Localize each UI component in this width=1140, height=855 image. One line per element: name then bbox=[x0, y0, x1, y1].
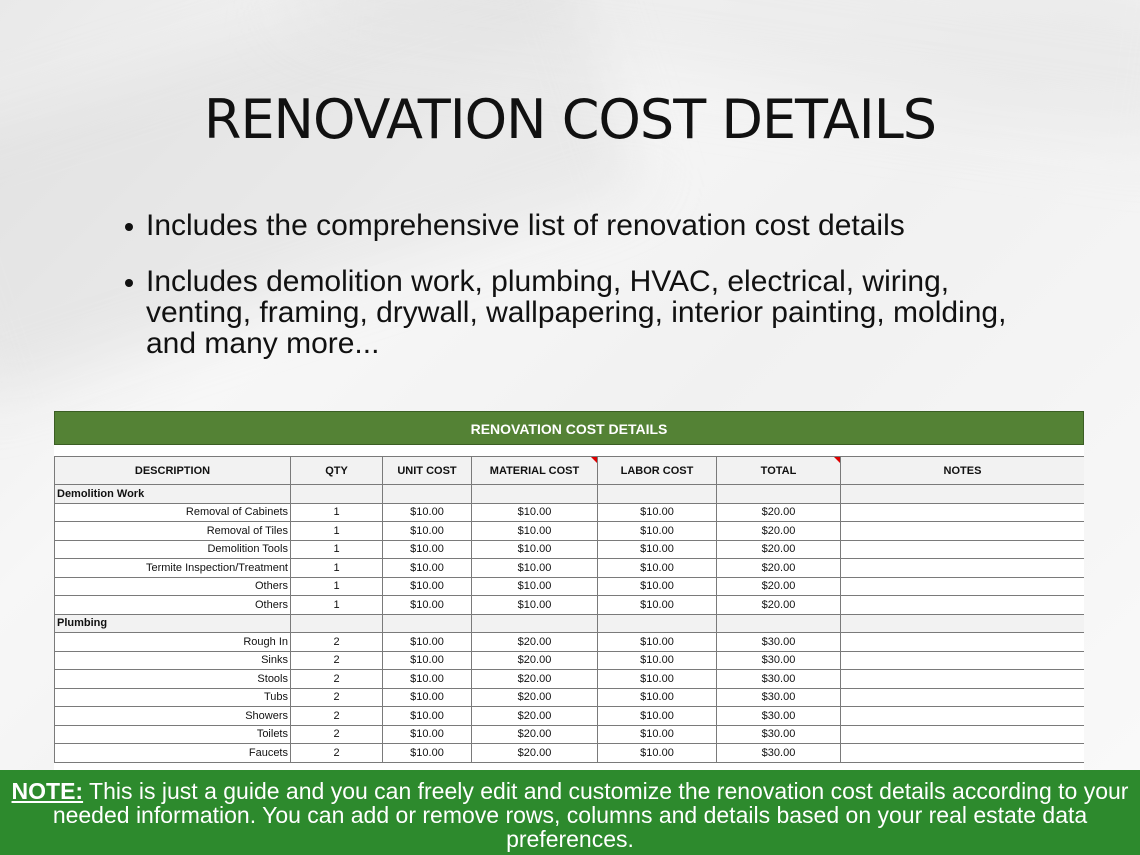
spreadsheet-preview bbox=[54, 411, 1084, 771]
table-cell[interactable] bbox=[841, 485, 1085, 504]
cost-table bbox=[54, 456, 1084, 763]
table-cell[interactable]: $10.00 bbox=[472, 559, 598, 578]
table-cell[interactable]: $10.00 bbox=[598, 522, 717, 541]
table-cell[interactable]: $10.00 bbox=[598, 577, 717, 596]
table-cell[interactable]: Removal of Tiles bbox=[55, 522, 291, 541]
table-cell[interactable]: $10.00 bbox=[598, 707, 717, 726]
table-cell[interactable]: $30.00 bbox=[717, 651, 841, 670]
table-cell[interactable]: $10.00 bbox=[598, 688, 717, 707]
table-cell[interactable]: 2 bbox=[291, 651, 383, 670]
table-cell[interactable]: Others bbox=[55, 596, 291, 615]
table-cell[interactable] bbox=[717, 485, 841, 504]
table-cell[interactable]: $20.00 bbox=[472, 633, 598, 652]
table-cell[interactable]: Others bbox=[55, 577, 291, 596]
note-banner bbox=[0, 770, 1140, 855]
table-cell[interactable]: $20.00 bbox=[472, 725, 598, 744]
table-row bbox=[55, 633, 1085, 652]
table-cell[interactable]: Sinks bbox=[55, 651, 291, 670]
table-cell[interactable]: $10.00 bbox=[383, 725, 472, 744]
column-header: TOTAL bbox=[717, 457, 841, 485]
table-cell[interactable] bbox=[841, 577, 1085, 596]
table-cell[interactable] bbox=[841, 540, 1085, 559]
column-header: QTY bbox=[291, 457, 383, 485]
column-header: DESCRIPTION bbox=[55, 457, 291, 485]
table-cell[interactable] bbox=[472, 485, 598, 504]
table-cell[interactable]: Showers bbox=[55, 707, 291, 726]
table-row bbox=[55, 688, 1085, 707]
table-cell[interactable]: Demolition Tools bbox=[55, 540, 291, 559]
table-cell[interactable]: 2 bbox=[291, 633, 383, 652]
table-cell[interactable]: $30.00 bbox=[717, 725, 841, 744]
table-cell[interactable]: $10.00 bbox=[598, 540, 717, 559]
table-cell[interactable] bbox=[841, 522, 1085, 541]
table-cell[interactable] bbox=[383, 485, 472, 504]
table-cell[interactable]: 2 bbox=[291, 670, 383, 689]
table-row bbox=[55, 670, 1085, 689]
table-cell[interactable] bbox=[291, 485, 383, 504]
table-cell[interactable]: $10.00 bbox=[472, 540, 598, 559]
table-cell[interactable]: 1 bbox=[291, 559, 383, 578]
section-row bbox=[55, 485, 1085, 504]
table-cell[interactable]: $20.00 bbox=[472, 744, 598, 763]
table-cell[interactable]: 1 bbox=[291, 596, 383, 615]
table-row bbox=[55, 707, 1085, 726]
table-row bbox=[55, 559, 1085, 578]
table-body bbox=[55, 485, 1085, 763]
table-cell[interactable]: Tubs bbox=[55, 688, 291, 707]
section-name: Demolition Work bbox=[55, 485, 291, 504]
table-cell[interactable] bbox=[841, 503, 1085, 522]
table-cell[interactable]: $30.00 bbox=[717, 633, 841, 652]
table-cell[interactable]: $30.00 bbox=[717, 670, 841, 689]
table-cell[interactable]: $10.00 bbox=[472, 503, 598, 522]
table-cell[interactable] bbox=[841, 744, 1085, 763]
table-cell[interactable] bbox=[717, 614, 841, 633]
feature-list bbox=[122, 210, 1042, 384]
note-label: NOTE: bbox=[11, 778, 84, 804]
table-cell[interactable]: $10.00 bbox=[598, 503, 717, 522]
table-cell[interactable]: $10.00 bbox=[472, 522, 598, 541]
table-cell[interactable]: $30.00 bbox=[717, 688, 841, 707]
section-row bbox=[55, 614, 1085, 633]
table-cell[interactable]: $10.00 bbox=[472, 596, 598, 615]
table-cell[interactable]: Toilets bbox=[55, 725, 291, 744]
table-cell[interactable]: $20.00 bbox=[472, 670, 598, 689]
feature-bullet: Includes demolition work, plumbing, HVAC, electrical, wiring, venting, framing, drywall, wallpapering, interior painting, molding, and many more... bbox=[122, 266, 1042, 359]
spreadsheet-gap bbox=[54, 445, 1084, 456]
table-cell[interactable]: $20.00 bbox=[717, 559, 841, 578]
table-cell[interactable] bbox=[841, 633, 1085, 652]
table-row bbox=[55, 651, 1085, 670]
column-header: UNIT COST bbox=[383, 457, 472, 485]
table-cell[interactable] bbox=[383, 614, 472, 633]
table-cell[interactable]: $30.00 bbox=[717, 707, 841, 726]
table-cell[interactable] bbox=[841, 559, 1085, 578]
section-name: Plumbing bbox=[55, 614, 291, 633]
table-cell[interactable]: $10.00 bbox=[383, 744, 472, 763]
table-cell[interactable] bbox=[841, 651, 1085, 670]
table-cell[interactable]: Rough In bbox=[55, 633, 291, 652]
table-cell[interactable]: $10.00 bbox=[598, 670, 717, 689]
table-cell[interactable]: $10.00 bbox=[383, 577, 472, 596]
table-cell[interactable]: $10.00 bbox=[598, 559, 717, 578]
table-row bbox=[55, 577, 1085, 596]
table-cell[interactable]: $10.00 bbox=[383, 651, 472, 670]
table-cell[interactable]: $10.00 bbox=[383, 559, 472, 578]
table-row bbox=[55, 522, 1085, 541]
note-text: This is just a guide and you can freely edit and customize the renovation cost details according to your needed information. You can add or remove rows, columns and details based on your real estate data preferences. bbox=[52, 778, 1129, 852]
table-cell[interactable]: $10.00 bbox=[598, 744, 717, 763]
page-title: RENOVATION COST DETAILS bbox=[203, 88, 937, 151]
table-cell[interactable]: $10.00 bbox=[598, 651, 717, 670]
table-cell[interactable]: 1 bbox=[291, 522, 383, 541]
table-cell[interactable] bbox=[841, 707, 1085, 726]
column-header: LABOR COST bbox=[598, 457, 717, 485]
table-cell[interactable]: 1 bbox=[291, 540, 383, 559]
table-cell[interactable]: $20.00 bbox=[717, 596, 841, 615]
table-cell[interactable]: $20.00 bbox=[472, 688, 598, 707]
table-cell[interactable]: $20.00 bbox=[472, 651, 598, 670]
table-cell[interactable] bbox=[841, 670, 1085, 689]
table-cell[interactable]: $10.00 bbox=[598, 596, 717, 615]
table-cell[interactable]: $20.00 bbox=[717, 577, 841, 596]
table-cell[interactable]: $10.00 bbox=[383, 670, 472, 689]
table-cell[interactable] bbox=[841, 688, 1085, 707]
table-cell[interactable]: $10.00 bbox=[472, 577, 598, 596]
table-cell[interactable]: 1 bbox=[291, 503, 383, 522]
table-cell[interactable]: $10.00 bbox=[598, 725, 717, 744]
table-row bbox=[55, 725, 1085, 744]
table-cell[interactable] bbox=[291, 614, 383, 633]
table-cell[interactable]: Removal of Cabinets bbox=[55, 503, 291, 522]
column-header: MATERIAL COST bbox=[472, 457, 598, 485]
table-cell[interactable] bbox=[598, 485, 717, 504]
table-cell[interactable]: 2 bbox=[291, 707, 383, 726]
table-cell[interactable]: Termite Inspection/Treatment bbox=[55, 559, 291, 578]
spreadsheet-title: RENOVATION COST DETAILS bbox=[54, 411, 1084, 445]
table-cell[interactable]: Faucets bbox=[55, 744, 291, 763]
table-cell[interactable]: $20.00 bbox=[717, 522, 841, 541]
table-cell[interactable] bbox=[598, 614, 717, 633]
table-cell[interactable] bbox=[472, 614, 598, 633]
table-header-row bbox=[55, 457, 1085, 485]
table-cell[interactable]: 1 bbox=[291, 577, 383, 596]
table-cell[interactable]: 2 bbox=[291, 688, 383, 707]
table-cell[interactable]: $10.00 bbox=[383, 540, 472, 559]
table-cell[interactable]: $20.00 bbox=[717, 503, 841, 522]
table-row bbox=[55, 744, 1085, 763]
table-cell[interactable]: 2 bbox=[291, 744, 383, 763]
table-cell[interactable]: Stools bbox=[55, 670, 291, 689]
column-header: NOTES bbox=[841, 457, 1085, 485]
table-cell[interactable] bbox=[841, 596, 1085, 615]
table-cell[interactable]: $10.00 bbox=[383, 503, 472, 522]
table-row bbox=[55, 503, 1085, 522]
table-row bbox=[55, 540, 1085, 559]
table-cell[interactable] bbox=[841, 725, 1085, 744]
table-cell[interactable]: $10.00 bbox=[383, 707, 472, 726]
table-cell[interactable]: $20.00 bbox=[717, 540, 841, 559]
table-cell[interactable]: $30.00 bbox=[717, 744, 841, 763]
feature-bullet: Includes the comprehensive list of renovation cost details bbox=[122, 210, 1042, 241]
table-cell[interactable]: $10.00 bbox=[383, 688, 472, 707]
table-row bbox=[55, 596, 1085, 615]
table-cell[interactable]: 2 bbox=[291, 725, 383, 744]
table-cell[interactable]: $10.00 bbox=[383, 633, 472, 652]
table-cell[interactable] bbox=[841, 614, 1085, 633]
table-cell[interactable]: $20.00 bbox=[472, 707, 598, 726]
table-cell[interactable]: $10.00 bbox=[383, 522, 472, 541]
table-cell[interactable]: $10.00 bbox=[598, 633, 717, 652]
table-cell[interactable]: $10.00 bbox=[383, 596, 472, 615]
